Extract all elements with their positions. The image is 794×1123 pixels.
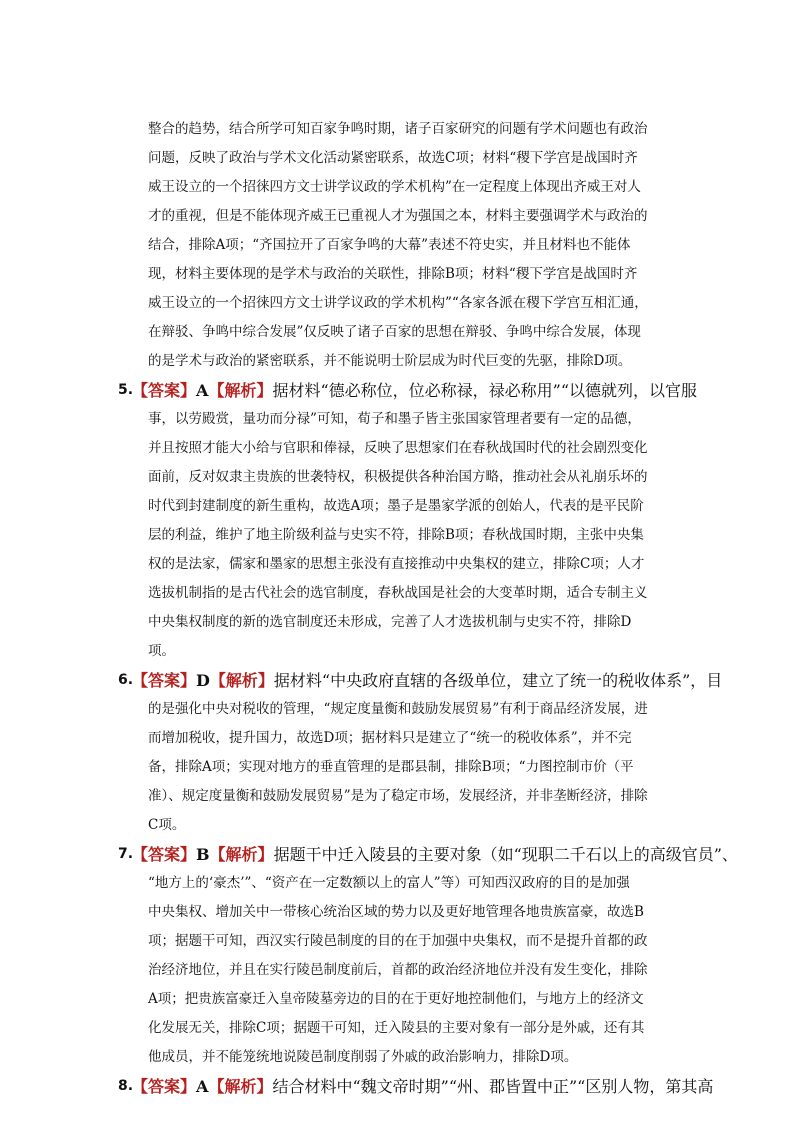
answer-tag: 【答案】	[132, 671, 197, 690]
text-line: 时代到封建制度的新生重构，故选A项；墨子是墨家学派的创始人，代表的是平民阶	[148, 498, 644, 514]
answer-letter: B	[196, 845, 210, 864]
item-number: 5.	[118, 382, 134, 398]
answer-item-8	[118, 1072, 714, 1101]
text-line: 事，以劳殿赏，量功而分禄”可知，荀子和墨子皆主张国家管理者要有一定的品德，	[148, 411, 641, 427]
item-first-line	[132, 840, 738, 869]
text-line: 据材料“中央政府直辖的各级单位，建立了统一的税收体系”，目	[273, 671, 723, 690]
text-line: 并且按照才能大小给与官职和俸禄，反映了思想家们在春秋战国时代的社会剧烈变化	[148, 440, 648, 456]
answer-letter: A	[196, 1077, 209, 1096]
text-line: 结合，排除A项；“齐国拉开了百家争鸣的大幕”表述不符史实，并且材料也不能体	[148, 237, 631, 253]
text-line: “地方上的‘豪杰’”、“资产在一定数额以上的富人”等）可知西汉政府的目的是加强	[148, 875, 630, 891]
text-line: 项；据题干可知，西汉实行陵邑制度的目的在于加强中央集权，而不是提升首都的政	[148, 933, 648, 949]
text-line: C项。	[148, 817, 186, 833]
text-line: 的是强化中央对税收的管理，“规定度量衡和鼓励发展贸易”有利于商品经济发展，进	[148, 701, 648, 717]
text-line: 而增加税收，提升国力，故选D项；据材料只是建立了“统一的税收体系”，并不完	[148, 730, 632, 746]
answer-item-7-body	[148, 869, 673, 1072]
item-first-line	[132, 1072, 714, 1101]
text-line: 问题，反映了政治与学术文化活动紧密联系，故选C项；材料“稷下学宫是战国时齐	[148, 150, 638, 166]
text-line: 威王设立的一个招徕四方文士讲学议政的学术机构”“各家各派在稷下学宫互相汇通，	[148, 295, 648, 311]
text-line: 项。	[148, 643, 175, 659]
analysis-tag: 【解析】	[208, 1077, 273, 1096]
answer-item-5-body	[148, 405, 673, 666]
text-line: 中央集权制度的新的选官制度还未形成，完善了人才选拔机制与史实不符，排除D	[148, 614, 632, 630]
analysis-tag: 【解析】	[209, 845, 274, 864]
answer-item-5	[118, 376, 697, 405]
text-line: 准）、规定度量衡和鼓励发展贸易”是为了稳定市场，发展经济，并非垄断经济，排除	[148, 788, 648, 804]
text-line: 权的是法家，儒家和墨家的思想主张没有直接推动中央集权的建立，排除C项；人才	[148, 556, 645, 572]
text-line: 化发展无关，排除C项；据题干可知，迁入陵县的主要对象有一部分是外戚，还有其	[148, 1020, 645, 1036]
text-line: 面前，反对奴隶主贵族的世袭特权，积极提供各种治国方略，推动社会从礼崩乐坏的	[148, 469, 648, 485]
text-line: 治经济地位，并且在实行陵邑制度前后，首都的政治经济地位并没有发生变化，排除	[148, 962, 648, 978]
analysis-tag: 【解析】	[209, 671, 274, 690]
item-number: 6.	[118, 672, 134, 688]
text-line: 据材料“德必称位，位必称禄，禄必称用”“以德就列，以官服	[272, 381, 697, 400]
item-number: 7.	[118, 846, 134, 862]
answer-tag: 【答案】	[132, 381, 197, 400]
answer-letter: A	[196, 381, 209, 400]
answer-letter: D	[196, 671, 210, 690]
text-line: 威王设立的一个招徕四方文士讲学议政的学术机构”在一定程度上体现出齐威王对人	[148, 179, 641, 195]
text-line: A项；把贵族富豪迁入皇帝陵墓旁边的目的在于更好地控制他们，与地方上的经济文	[148, 991, 644, 1007]
answer-tag: 【答案】	[132, 1077, 197, 1096]
answer-tag: 【答案】	[132, 845, 197, 864]
text-line: 据题干中迁入陵县的主要对象（如“现职二千石以上的高级官员”、	[273, 845, 738, 864]
answer-item-6	[118, 666, 723, 695]
item-first-line	[132, 666, 723, 695]
item-first-line	[132, 376, 697, 405]
text-line: 选拔机制指的是古代社会的选官制度，春秋战国是社会的大变革时期，适合专制主义	[148, 585, 648, 601]
text-line: 他成员，并不能笼统地说陵邑制度削弱了外戚的政治影响力，排除D项。	[148, 1049, 578, 1065]
answer-item-6-body	[148, 695, 673, 840]
text-line: 备，排除A项；实现对地方的垂直管理的是郡县制，排除B项；“力图控制市价（平	[148, 759, 634, 775]
text-line: 才的重视，但是不能体现齐威王已重视人才为强国之本，材料主要强调学术与政治的	[148, 208, 648, 224]
text-line: 现，材料主要体现的是学术与政治的关联性，排除B项；材料“稷下学宫是战国时齐	[148, 266, 638, 282]
text-line: 结合材料中“魏文帝时期”“州、郡皆置中正”“区别人物，第其高	[272, 1077, 714, 1096]
text-line: 在辩驳、争鸣中综合发展”仅反映了诸子百家的思想在辩驳、争鸣中综合发展，体现	[148, 324, 641, 340]
text-line: 整合的趋势，结合所学可知百家争鸣时期，诸子百家研究的问题有学术问题也有政治	[148, 121, 648, 137]
continued-analysis	[148, 115, 673, 376]
answer-item-7	[118, 840, 738, 869]
text-line: 的是学术与政治的紧密联系，并不能说明士阶层成为时代巨变的先驱，排除D项。	[148, 353, 632, 369]
text-line: 中央集权、增加关中一带核心统治区域的势力以及更好地管理各地贵族富豪，故选B	[148, 904, 644, 920]
text-line: 层的利益，维护了地主阶级利益与史实不符，排除B项；春秋战国时期，主张中央集	[148, 527, 644, 543]
analysis-tag: 【解析】	[208, 381, 273, 400]
item-number: 8.	[118, 1078, 134, 1094]
